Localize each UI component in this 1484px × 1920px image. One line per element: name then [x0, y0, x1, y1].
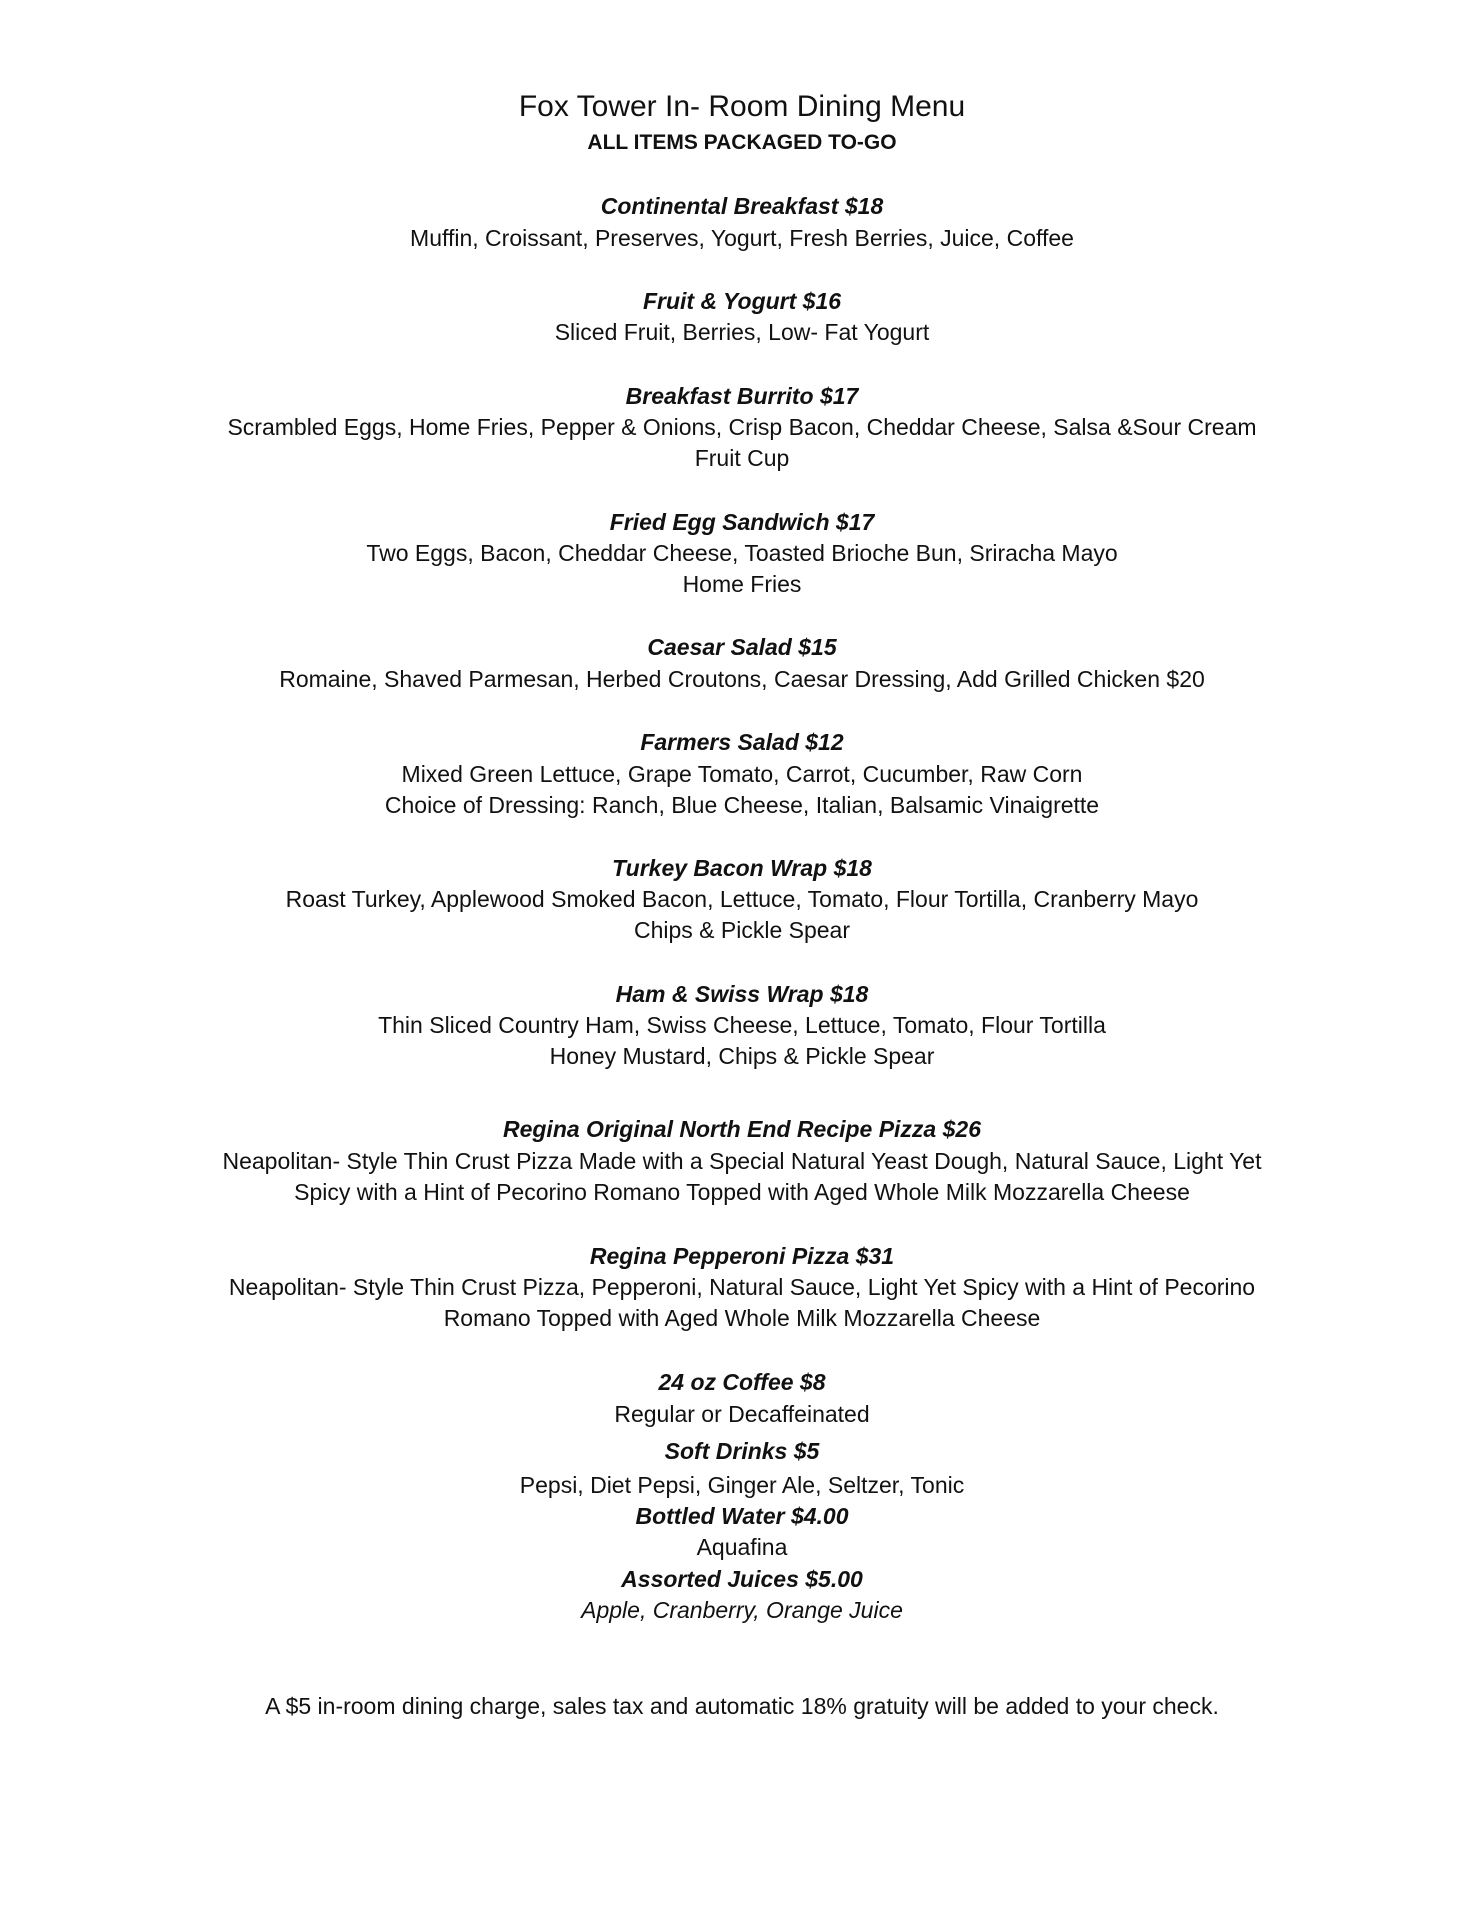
item-desc-fried-egg-sandwich-2: Home Fries — [682, 571, 802, 597]
item-desc-soft-drinks: Pepsi, Diet Pepsi, Ginger Ale, Seltzer, Tonic — [519, 1472, 965, 1498]
menu-title: Fox Tower In- Room Dining Menu — [518, 90, 966, 123]
item-title-regina-original-pizza: Regina Original North End Recipe Pizza $26 — [502, 1116, 981, 1142]
item-desc-farmers-salad-2: Choice of Dressing: Ranch, Blue Cheese, Italian, Balsamic Vinaigrette — [384, 792, 1100, 818]
dining-charge-note: A $5 in-room dining charge, sales tax and automatic 18% gratuity will be added to your check. — [265, 1693, 1219, 1719]
item-title-assorted-juices: Assorted Juices $5.00 — [621, 1566, 863, 1592]
item-title-turkey-bacon-wrap: Turkey Bacon Wrap $18 — [612, 855, 872, 881]
item-desc-bottled-water: Aquafina — [696, 1534, 788, 1560]
item-desc-breakfast-burrito: Scrambled Eggs, Home Fries, Pepper & Onions, Crisp Bacon, Cheddar Cheese, Salsa &Sour Cream — [227, 414, 1257, 440]
item-desc-assorted-juices: Apple, Cranberry, Orange Juice — [581, 1597, 903, 1623]
item-desc-regina-original-pizza: Neapolitan- Style Thin Crust Pizza Made with a Special Natural Yeast Dough, Natural Sauce, Light Yet — [222, 1148, 1262, 1174]
item-desc-turkey-bacon-wrap-2: Chips & Pickle Spear — [633, 917, 851, 943]
item-title-farmers-salad: Farmers Salad $12 — [640, 729, 844, 755]
item-title-coffee: 24 oz Coffee $8 — [658, 1369, 826, 1395]
item-title-regina-pepperoni-pizza: Regina Pepperoni Pizza $31 — [589, 1243, 895, 1269]
item-desc-fruit-yogurt: Sliced Fruit, Berries, Low- Fat Yogurt — [554, 319, 930, 345]
item-title-bottled-water: Bottled Water $4.00 — [635, 1503, 849, 1529]
menu-subtitle: ALL ITEMS PACKAGED TO-GO — [587, 131, 897, 154]
item-title-continental-breakfast: Continental Breakfast $18 — [600, 193, 884, 219]
item-title-fried-egg-sandwich: Fried Egg Sandwich $17 — [609, 509, 875, 535]
item-desc-ham-swiss-wrap-2: Honey Mustard, Chips & Pickle Spear — [549, 1043, 935, 1069]
item-desc-regina-pepperoni-pizza: Neapolitan- Style Thin Crust Pizza, Pepperoni, Natural Sauce, Light Yet Spicy with a Hint of Pecorino — [228, 1274, 1256, 1300]
item-title-fruit-yogurt: Fruit & Yogurt $16 — [642, 288, 842, 314]
item-desc-ham-swiss-wrap: Thin Sliced Country Ham, Swiss Cheese, Lettuce, Tomato, Flour Tortilla — [378, 1012, 1106, 1038]
item-title-breakfast-burrito: Breakfast Burrito $17 — [625, 383, 859, 409]
item-desc-regina-pepperoni-pizza-2: Romano Topped with Aged Whole Milk Mozzarella Cheese — [443, 1305, 1041, 1331]
item-desc-coffee: Regular or Decaffeinated — [614, 1401, 870, 1427]
item-title-ham-swiss-wrap: Ham & Swiss Wrap $18 — [615, 981, 869, 1007]
item-desc-turkey-bacon-wrap: Roast Turkey, Applewood Smoked Bacon, Lettuce, Tomato, Flour Tortilla, Cranberry Mayo — [285, 886, 1199, 912]
item-desc-farmers-salad: Mixed Green Lettuce, Grape Tomato, Carrot, Cucumber, Raw Corn — [401, 761, 1083, 787]
item-desc-fried-egg-sandwich: Two Eggs, Bacon, Cheddar Cheese, Toasted Brioche Bun, Sriracha Mayo — [366, 540, 1118, 566]
item-desc-caesar-salad: Romaine, Shaved Parmesan, Herbed Croutons, Caesar Dressing, Add Grilled Chicken $20 — [279, 666, 1205, 692]
item-title-caesar-salad: Caesar Salad $15 — [647, 634, 837, 660]
item-desc-continental-breakfast: Muffin, Croissant, Preserves, Yogurt, Fresh Berries, Juice, Coffee — [410, 225, 1074, 251]
item-desc-regina-original-pizza-2: Spicy with a Hint of Pecorino Romano Topped with Aged Whole Milk Mozzarella Cheese — [294, 1179, 1190, 1205]
item-title-soft-drinks: Soft Drinks $5 — [664, 1438, 820, 1464]
item-desc-breakfast-burrito-2: Fruit Cup — [694, 445, 790, 471]
